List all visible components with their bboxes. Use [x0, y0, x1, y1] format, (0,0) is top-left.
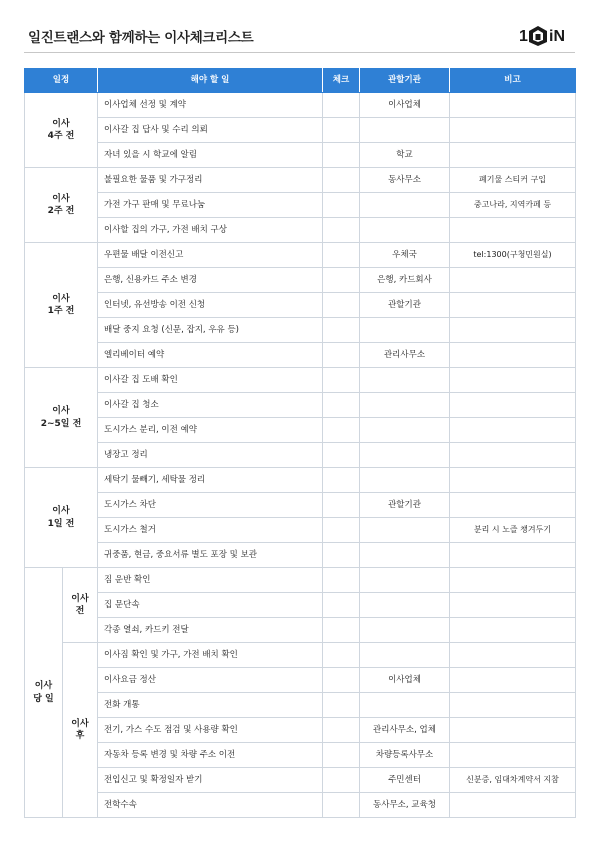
check-box[interactable] [323, 593, 360, 618]
task-cell: 인터넷, 유선방송 이전 신청 [98, 293, 323, 318]
task-cell: 자녀 있을 시 학교에 알림 [98, 143, 323, 168]
task-cell: 전학수속 [98, 793, 323, 818]
task-cell: 세탁기 물빼기, 세탁물 정리 [98, 468, 323, 493]
table-row [25, 243, 576, 268]
header-agency: 관할기관 [360, 69, 450, 93]
table-row [25, 268, 576, 293]
period-cell: 이사 1주 전 [25, 243, 98, 368]
note-cell [450, 668, 576, 693]
check-box[interactable] [323, 643, 360, 668]
task-cell: 이사갈 집 도배 확인 [98, 368, 323, 393]
table-row [25, 643, 576, 668]
table-row [25, 168, 576, 193]
note-cell [450, 218, 576, 243]
note-cell [450, 618, 576, 643]
check-box[interactable] [323, 118, 360, 143]
agency-cell [360, 518, 450, 543]
note-cell [450, 318, 576, 343]
agency-cell: 관리사무소 [360, 343, 450, 368]
note-cell [450, 693, 576, 718]
task-cell: 집 문단속 [98, 593, 323, 618]
note-cell [450, 793, 576, 818]
period-cell: 이사 2~5일 전 [25, 368, 98, 468]
check-box[interactable] [323, 218, 360, 243]
agency-cell: 관할기관 [360, 493, 450, 518]
agency-cell: 은행, 카드회사 [360, 268, 450, 293]
table-row [25, 418, 576, 443]
task-cell: 전입신고 및 확정일자 받기 [98, 768, 323, 793]
agency-cell [360, 693, 450, 718]
agency-cell: 동사무소 [360, 168, 450, 193]
note-cell: tel:1300(구청민원실) [450, 243, 576, 268]
note-cell [450, 118, 576, 143]
table-row [25, 543, 576, 568]
task-cell: 불필요한 물품 및 가구정리 [98, 168, 323, 193]
period-cell: 이사 2주 전 [25, 168, 98, 243]
note-cell [450, 293, 576, 318]
check-box[interactable] [323, 743, 360, 768]
agency-cell [360, 443, 450, 468]
agency-cell: 동사무소, 교육청 [360, 793, 450, 818]
agency-cell [360, 318, 450, 343]
check-box[interactable] [323, 368, 360, 393]
task-cell: 자동차 등록 변경 및 차량 주소 이전 [98, 743, 323, 768]
building-logo-icon [519, 24, 575, 46]
check-box[interactable] [323, 668, 360, 693]
check-box[interactable] [323, 443, 360, 468]
table-header-row [25, 69, 576, 93]
check-box[interactable] [323, 393, 360, 418]
period-cell: 이사 1일 전 [25, 468, 98, 568]
check-box[interactable] [323, 243, 360, 268]
note-cell [450, 418, 576, 443]
title-divider [24, 52, 575, 53]
agency-cell [360, 368, 450, 393]
task-cell: 우편물 배달 이전신고 [98, 243, 323, 268]
task-cell: 이사요금 정산 [98, 668, 323, 693]
task-cell: 도시가스 분리, 이전 예약 [98, 418, 323, 443]
table-row [25, 668, 576, 693]
note-cell [450, 593, 576, 618]
check-box[interactable] [323, 168, 360, 193]
check-box[interactable] [323, 718, 360, 743]
table-row [25, 318, 576, 343]
table-row [25, 393, 576, 418]
check-box[interactable] [323, 693, 360, 718]
note-cell [450, 443, 576, 468]
table-row [25, 118, 576, 143]
agency-cell [360, 618, 450, 643]
agency-cell: 관할기관 [360, 293, 450, 318]
table-row [25, 468, 576, 493]
table-row [25, 343, 576, 368]
agency-cell [360, 418, 450, 443]
agency-cell [360, 643, 450, 668]
note-cell [450, 93, 576, 118]
table-row [25, 368, 576, 393]
note-cell: 중고나라, 지역카페 등 [450, 193, 576, 218]
table-row [25, 743, 576, 768]
task-cell: 배달 중지 요청 (신문, 잡지, 우유 등) [98, 318, 323, 343]
check-box[interactable] [323, 518, 360, 543]
task-cell: 전기, 가스 수도 점검 및 사용량 확인 [98, 718, 323, 743]
task-cell: 도시가스 철거 [98, 518, 323, 543]
check-box[interactable] [323, 193, 360, 218]
period-cell: 이사 4주 전 [25, 93, 98, 168]
agency-cell [360, 218, 450, 243]
check-box[interactable] [323, 618, 360, 643]
table-row [25, 568, 576, 593]
subperiod-cell: 이사 후 [63, 643, 98, 818]
table-row [25, 143, 576, 168]
note-cell [450, 568, 576, 593]
agency-cell [360, 543, 450, 568]
note-cell: 신분증, 임대차계약서 지참 [450, 768, 576, 793]
check-box[interactable] [323, 293, 360, 318]
check-box[interactable] [323, 468, 360, 493]
check-box[interactable] [323, 768, 360, 793]
check-box[interactable] [323, 343, 360, 368]
check-box[interactable] [323, 568, 360, 593]
check-box[interactable] [323, 418, 360, 443]
table-row [25, 718, 576, 743]
svg-text:iN: iN [549, 28, 565, 45]
task-cell: 냉장고 정리 [98, 443, 323, 468]
company-logo [519, 24, 575, 46]
note-cell [450, 268, 576, 293]
check-box[interactable] [323, 543, 360, 568]
table-row [25, 793, 576, 818]
table-row [25, 443, 576, 468]
agency-cell [360, 393, 450, 418]
agency-cell [360, 193, 450, 218]
check-box[interactable] [323, 318, 360, 343]
check-box[interactable] [323, 493, 360, 518]
agency-cell: 학교 [360, 143, 450, 168]
header-note: 비고 [450, 69, 576, 93]
subperiod-cell: 이사 전 [63, 568, 98, 643]
table-row [25, 693, 576, 718]
agency-cell [360, 468, 450, 493]
task-cell: 이사할 집의 가구, 가전 배치 구상 [98, 218, 323, 243]
task-cell: 엘리베이터 예약 [98, 343, 323, 368]
note-cell [450, 743, 576, 768]
check-box[interactable] [323, 793, 360, 818]
agency-cell [360, 568, 450, 593]
note-cell [450, 343, 576, 368]
agency-cell [360, 593, 450, 618]
agency-cell: 주민센터 [360, 768, 450, 793]
note-cell [450, 393, 576, 418]
task-cell: 각종 열쇠, 카드키 전달 [98, 618, 323, 643]
period-cell-moving-day: 이사 당 일 [25, 568, 63, 818]
note-cell: 폐기물 스티커 구입 [450, 168, 576, 193]
note-cell [450, 368, 576, 393]
note-cell [450, 718, 576, 743]
agency-cell: 이사업체 [360, 93, 450, 118]
table-row [25, 618, 576, 643]
table-row [25, 518, 576, 543]
task-cell: 가전 가구 판매 및 무료나눔 [98, 193, 323, 218]
note-cell [450, 543, 576, 568]
task-cell: 전화 개통 [98, 693, 323, 718]
agency-cell: 이사업체 [360, 668, 450, 693]
task-cell: 이사갈 집 청소 [98, 393, 323, 418]
check-box[interactable] [323, 143, 360, 168]
task-cell: 이사갈 집 답사 및 수리 의뢰 [98, 118, 323, 143]
check-box[interactable] [323, 93, 360, 118]
task-cell: 은행, 신용카드 주소 변경 [98, 268, 323, 293]
note-cell: 분리 시 노즐 챙겨두기 [450, 518, 576, 543]
note-cell [450, 493, 576, 518]
svg-text:1: 1 [519, 28, 528, 45]
note-cell [450, 643, 576, 668]
table-row [25, 93, 576, 118]
note-cell [450, 468, 576, 493]
checklist-table [24, 68, 576, 818]
check-box[interactable] [323, 268, 360, 293]
table-row [25, 293, 576, 318]
task-cell: 귀중품, 현금, 중요서류 별도 포장 및 보관 [98, 543, 323, 568]
agency-cell [360, 118, 450, 143]
agency-cell: 우체국 [360, 243, 450, 268]
table-row [25, 493, 576, 518]
agency-cell: 관리사무소, 업체 [360, 718, 450, 743]
page-title: 일진트랜스와 함께하는 이사체크리스트 [28, 30, 254, 46]
table-row [25, 768, 576, 793]
task-cell: 도시가스 차단 [98, 493, 323, 518]
agency-cell: 차량등록사무소 [360, 743, 450, 768]
header-period: 일정 [25, 69, 98, 93]
table-row [25, 218, 576, 243]
header-check: 체크 [323, 69, 360, 93]
checklist-body [25, 93, 576, 818]
header-task: 해야 할 일 [98, 69, 323, 93]
table-row [25, 193, 576, 218]
note-cell [450, 143, 576, 168]
task-cell: 이사짐 확인 및 가구, 가전 배치 확인 [98, 643, 323, 668]
task-cell: 짐 운반 확인 [98, 568, 323, 593]
task-cell: 이사업체 선정 및 계약 [98, 93, 323, 118]
table-row [25, 593, 576, 618]
